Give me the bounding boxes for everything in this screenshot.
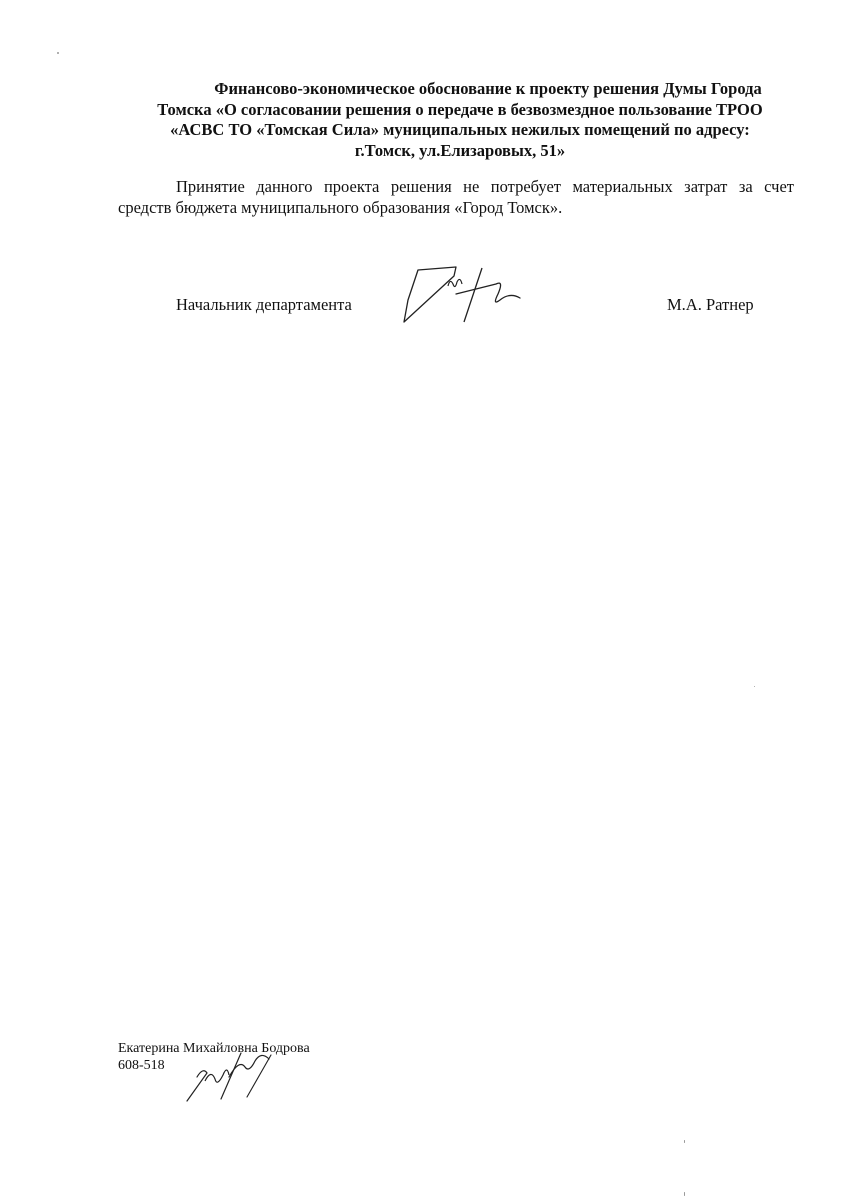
signatory-position: Начальник департамента (176, 295, 352, 314)
executor-name: Екатерина Михайловна Бодрова (118, 1041, 310, 1056)
scan-speck (57, 52, 59, 54)
title-line-4: г.Томск, ул.Елизаровых, 51» (354, 140, 566, 160)
document-title (110, 79, 810, 161)
executor-phone: 608-518 (118, 1058, 165, 1073)
body-line-2: средств бюджета муниципального образования «Город Томск». (118, 198, 563, 217)
title-line-2: Томска «О согласовании решения о передаче в безвозмездное пользование ТРОО (157, 99, 763, 119)
signatory-name: М.А. Ратнер (667, 295, 754, 314)
scan-speck (684, 1140, 685, 1143)
body-line-1: Принятие данного проекта решения не потребует материальных затрат за счет (176, 177, 794, 196)
scan-speck (684, 1192, 685, 1196)
scan-speck (754, 686, 755, 687)
executor-signature (183, 1047, 279, 1103)
title-line-3: «АСВС ТО «Томская Сила» муниципальных нежилых помещений по адресу: (170, 120, 750, 139)
body-paragraph (118, 176, 794, 218)
title-line-1: Финансово-экономическое обоснование к проекту решения Думы Города (214, 79, 762, 98)
handwritten-signature (398, 264, 528, 328)
